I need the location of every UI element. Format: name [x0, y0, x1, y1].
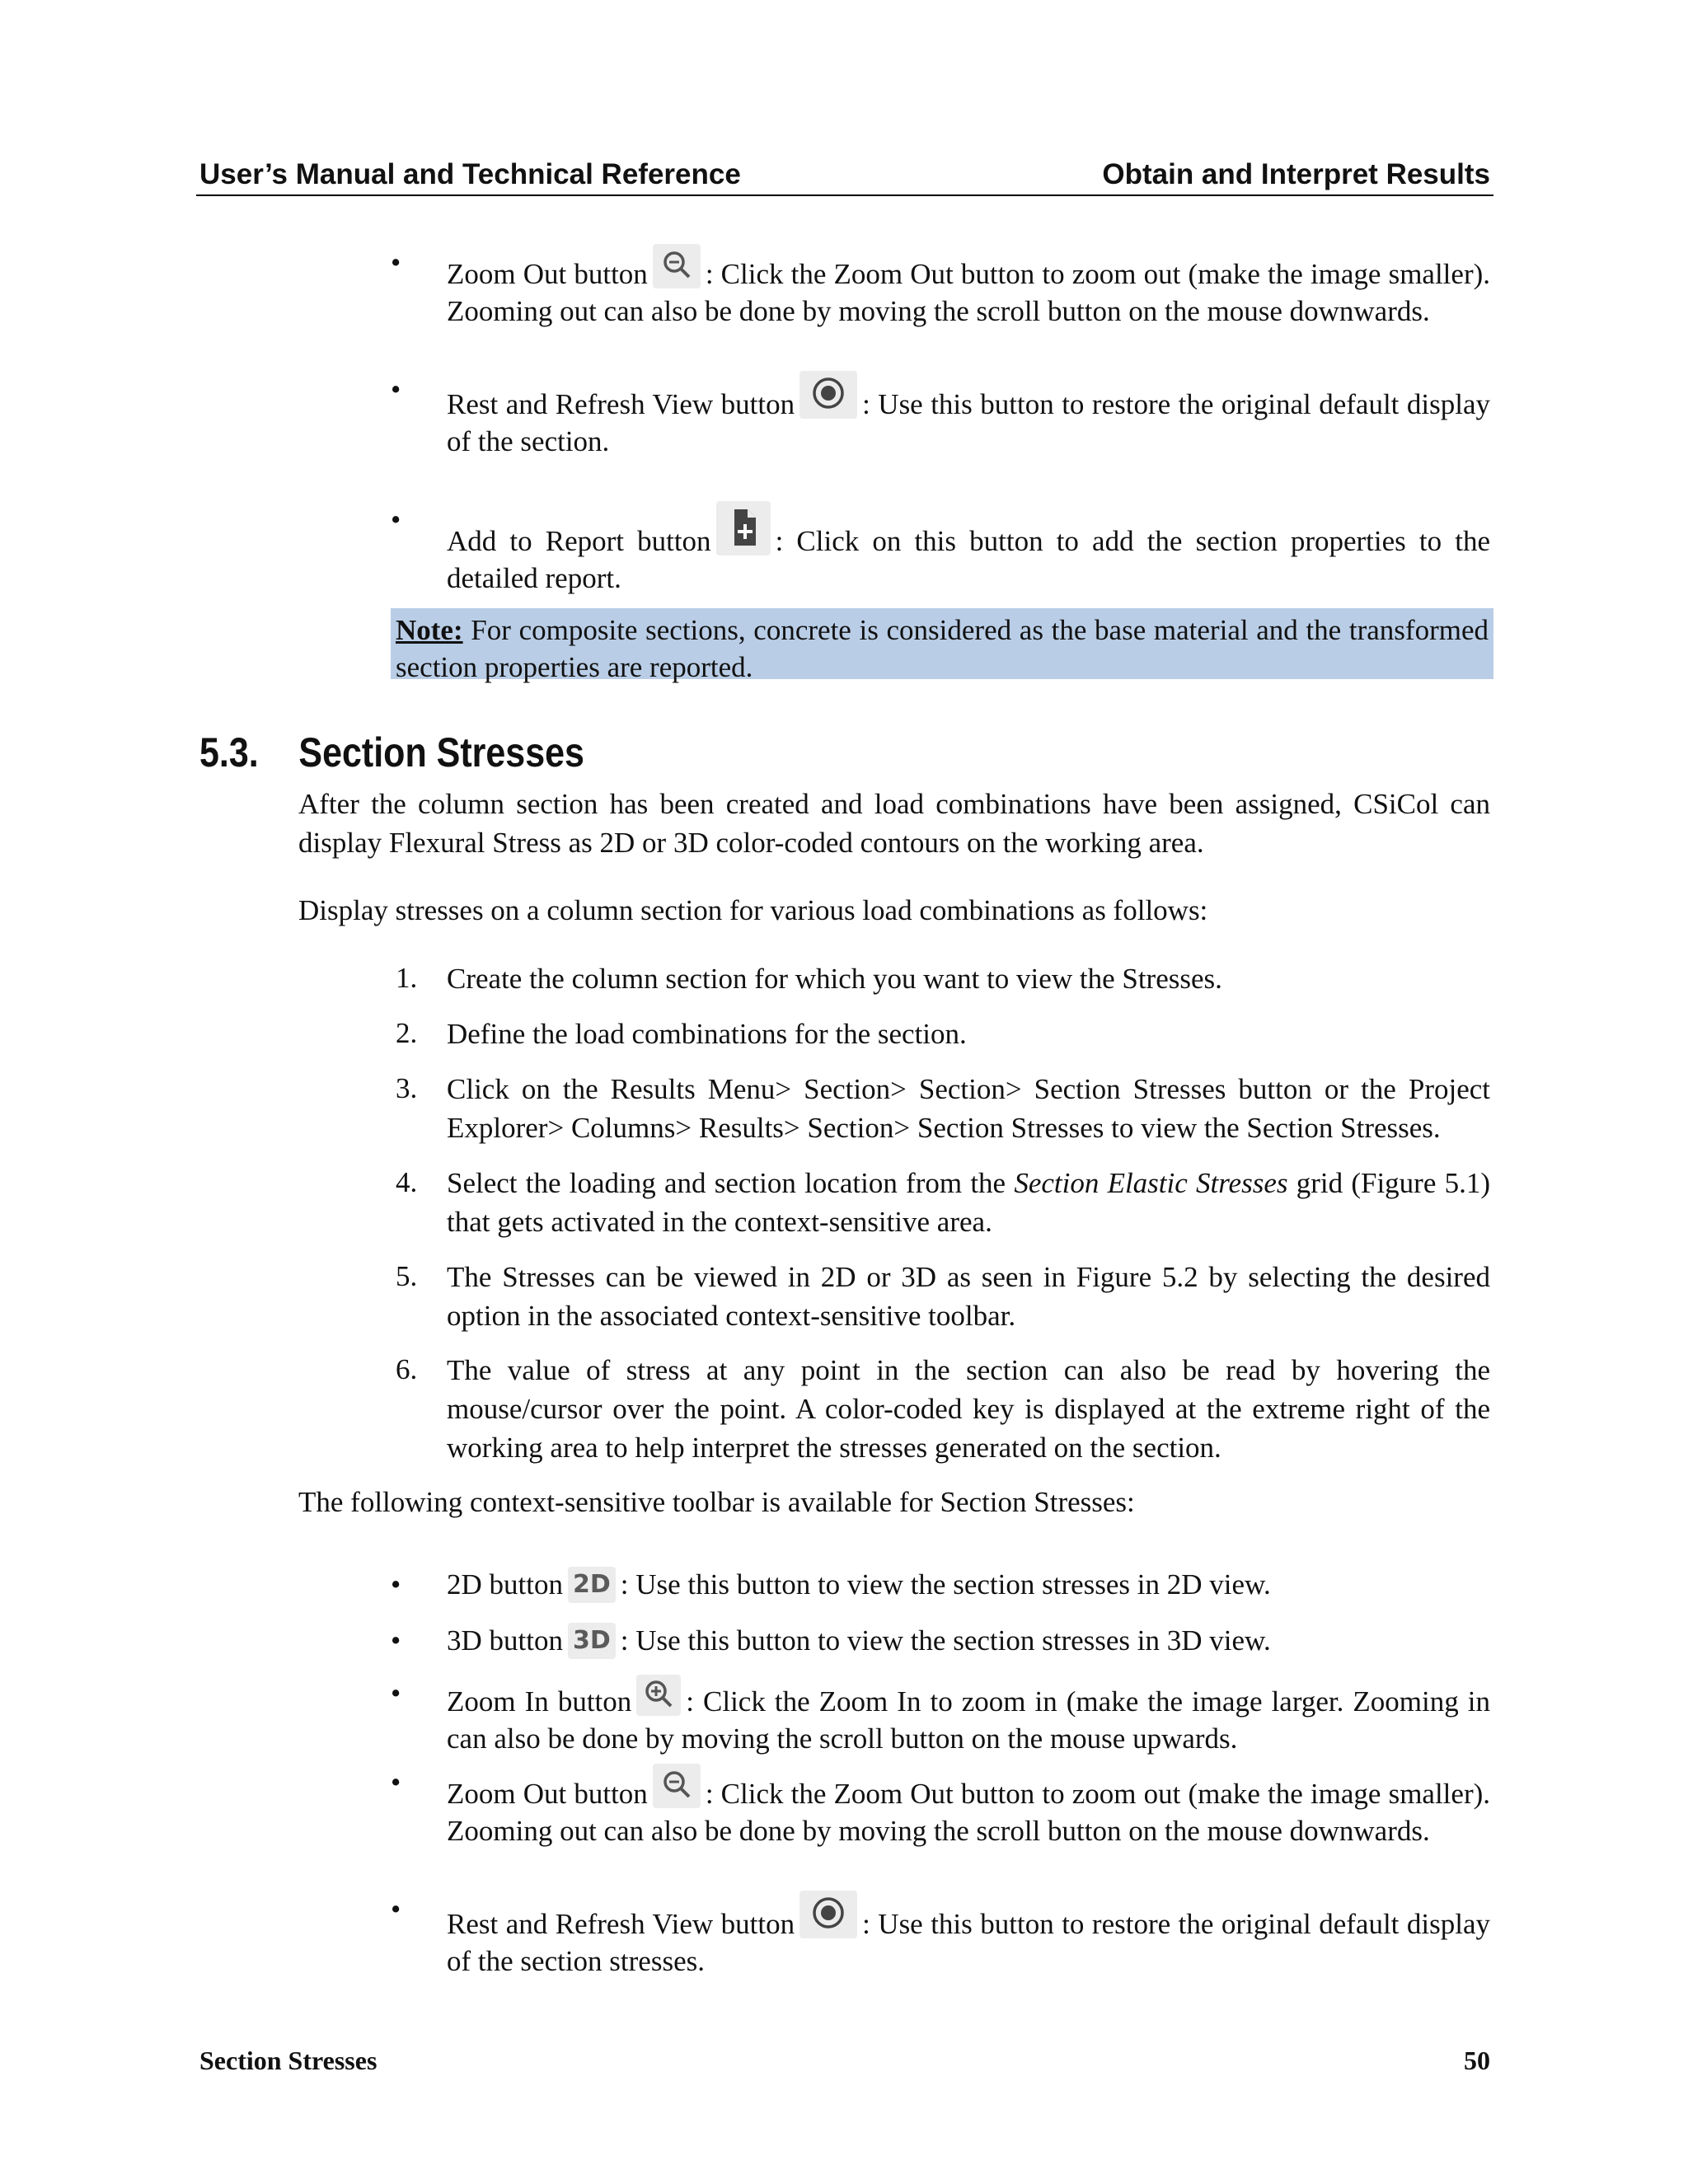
- step-number: 4.: [396, 1166, 418, 1198]
- note-text: For composite sections, concrete is considered as the base material and the transformed section properties are reported.: [396, 614, 1489, 683]
- page-header: [196, 158, 1493, 196]
- bullet-icon: •: [391, 1624, 401, 1657]
- step-text: Click on the Results Menu> Section> Section> Section Stresses button or the Project Explorer> Columns> Results> Section> Section Stresses to view the Section Stresses.: [447, 1073, 1490, 1144]
- bullet-icon: •: [391, 246, 401, 279]
- list-item: [391, 1258, 1490, 1335]
- section-number: 5.3.: [199, 729, 259, 776]
- list-item: [391, 959, 1490, 998]
- bullet-text: : Click the Zoom In to zoom in (make the image larger. Zooming in can also be done by moving the scroll button on the mouse upwards.: [447, 1685, 1490, 1755]
- bullet-label: Add to Report button: [447, 525, 711, 557]
- bullet-text: : Use this button to view the section stresses in 2D view.: [620, 1568, 1271, 1601]
- reset-view-icon: [799, 1891, 857, 1938]
- step-text: Select the loading and section location from the: [447, 1167, 1015, 1199]
- step-number: 6.: [396, 1353, 418, 1385]
- zoom-in-icon: [636, 1675, 681, 1716]
- step-text: Define the load combinations for the section.: [447, 1018, 967, 1050]
- bullet-text: : Use this button to restore the original default display of the section stresses.: [447, 1908, 1490, 1977]
- step-text: grid (Figure 5.1) that gets activated in the context-sensitive area.: [447, 1167, 1491, 1238]
- lead-paragraph: Display stresses on a column section for various load combinations as follows:: [298, 894, 1208, 926]
- bullet-icon: •: [391, 1568, 401, 1601]
- bullet-label: Zoom In button: [447, 1685, 632, 1718]
- list-item: [391, 1164, 1490, 1241]
- list-item: [391, 501, 1490, 597]
- zoom-out-icon: [653, 1764, 701, 1808]
- bullet-icon: •: [391, 1766, 401, 1798]
- list-item: [391, 244, 1490, 330]
- list-item: [391, 1675, 1490, 1757]
- bullet-text: : Click the Zoom Out button to zoom out (make the image smaller). Zooming out can also be done by moving the scroll button on the mouse downwards.: [447, 1778, 1491, 1847]
- list-item: [391, 1015, 1490, 1053]
- note-label: Note:: [396, 614, 463, 646]
- bullet-label: Zoom Out button: [447, 1778, 648, 1810]
- 3d-icon: 3D: [568, 1623, 616, 1659]
- step-text: Create the column section for which you want to view the Stresses.: [447, 963, 1222, 995]
- add-report-icon: [716, 501, 771, 555]
- section-heading: [199, 729, 584, 776]
- reset-view-icon: [799, 371, 857, 419]
- section-title: Section Stresses: [298, 729, 584, 776]
- zoom-out-icon: [653, 244, 701, 288]
- bullet-text: : Use this button to view the section stresses in 3D view.: [620, 1624, 1271, 1657]
- 2d-icon: 2D: [568, 1567, 616, 1603]
- step-text: The value of stress at any point in the section can also be read by hovering the mouse/cursor over the point. A color-coded key is displayed at the extreme right of the working area to help interpret the stresses generated on the section.: [447, 1354, 1490, 1464]
- bullet-label: Zoom Out button: [447, 258, 648, 290]
- list-item: [391, 1566, 1490, 1603]
- header-right-title: Obtain and Interpret Results: [1102, 158, 1490, 190]
- note-box: [391, 608, 1493, 683]
- step-text: The Stresses can be viewed in 2D or 3D as seen in Figure 5.2 by selecting the desired option in the associated context-sensitive toolbar.: [447, 1261, 1490, 1332]
- list-item: [391, 1351, 1490, 1467]
- bullet-text: : Use this button to restore the original default display of the section.: [447, 388, 1490, 457]
- step-number: 2.: [396, 1017, 418, 1049]
- bullet-label: 3D button: [447, 1624, 563, 1657]
- header-left-title: User’s Manual and Technical Reference: [199, 158, 741, 190]
- page-number: 50: [1464, 2046, 1490, 2075]
- bullet-label: Rest and Refresh View button: [447, 1908, 795, 1940]
- bullet-icon: •: [391, 1677, 401, 1709]
- list-item: [391, 1764, 1490, 1849]
- intro-paragraph: After the column section has been created and load combinations have been assigned, CSiCol can display Flexural Stress as 2D or 3D color-coded contours on the working area.: [298, 788, 1490, 859]
- step-number: 1.: [396, 962, 418, 994]
- list-item: [391, 1622, 1490, 1659]
- bullet-icon: •: [391, 1893, 401, 1925]
- bullet-icon: •: [391, 373, 401, 405]
- toolbar-lead-paragraph: The following context-sensitive toolbar is available for Section Stresses:: [298, 1486, 1135, 1518]
- bullet-label: Rest and Refresh View button: [447, 388, 795, 420]
- list-item: [391, 1891, 1490, 1980]
- bullet-text: : Click the Zoom Out button to zoom out (make the image smaller). Zooming out can also be done by moving the scroll button on the mouse downwards.: [447, 258, 1491, 327]
- step-text-emphasis: Section Elastic Stresses: [1014, 1167, 1288, 1199]
- footer-section-title: Section Stresses: [199, 2046, 377, 2075]
- bullet-icon: •: [391, 504, 401, 536]
- step-number: 5.: [396, 1260, 418, 1292]
- list-item: [391, 1070, 1490, 1147]
- bullet-text: : Click on this button to add the section properties to the detailed report.: [447, 525, 1490, 594]
- list-item: [391, 371, 1490, 460]
- step-number: 3.: [396, 1072, 418, 1104]
- bullet-label: 2D button: [447, 1568, 563, 1601]
